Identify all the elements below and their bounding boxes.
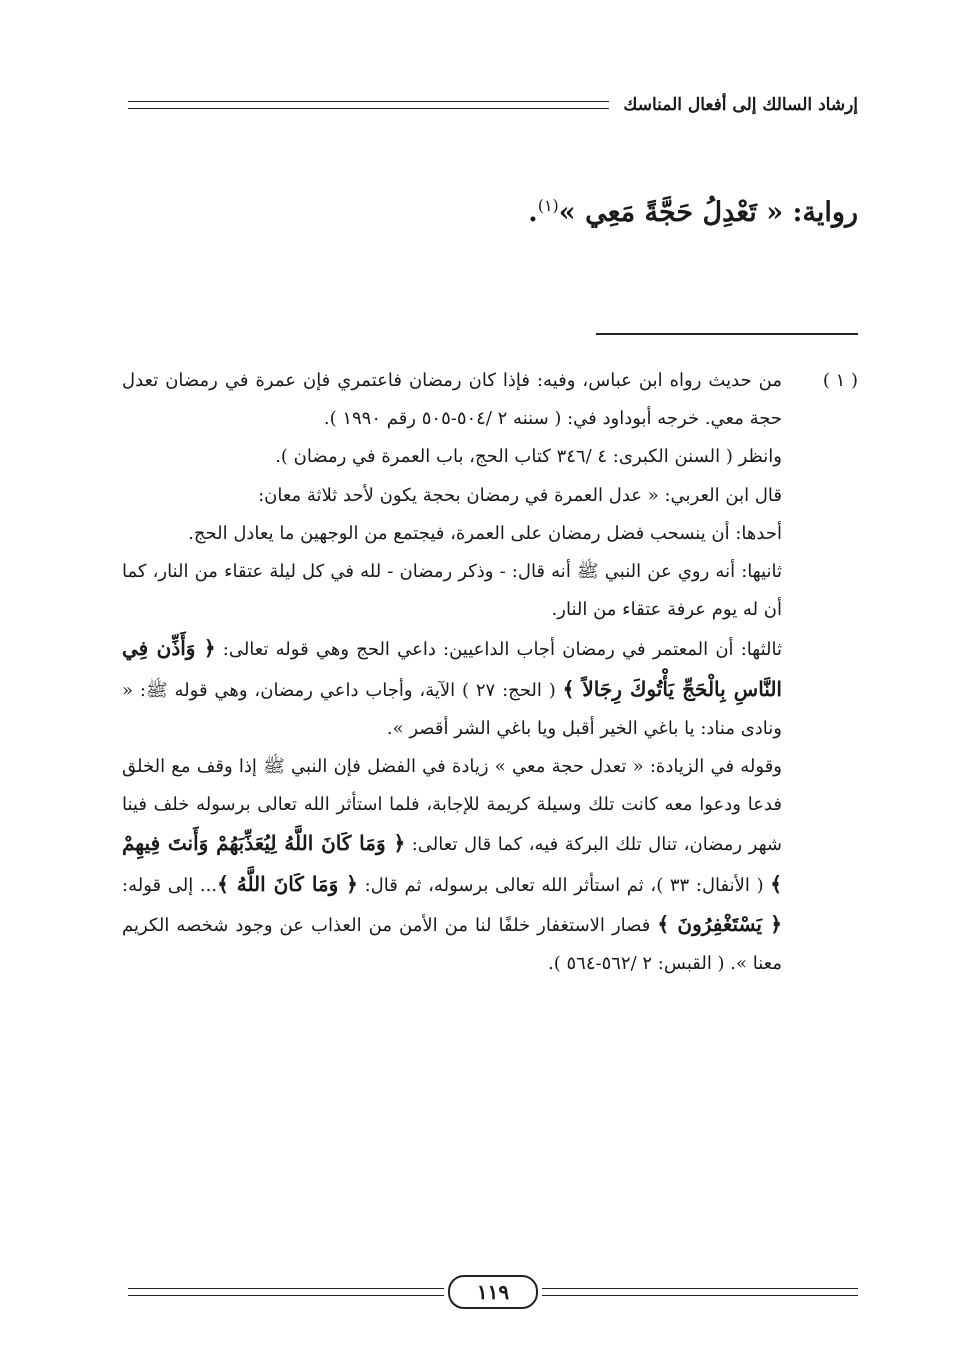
book-title: إرشاد السالك إلى أفعال المناسك — [623, 95, 858, 115]
footnote-text: ( الأنفال: ٣٣ )، ثم استأثر الله تعالى برسوله، ثم قال: — [364, 874, 764, 896]
footnote-paragraph — [122, 629, 782, 748]
footnote-paragraph: وانظر ( السنن الكبرى: ٤ /٣٤٦ كتاب الحج، باب العمرة في رمضان ). — [275, 446, 782, 468]
quran-quote: ﴿ وَمَا كَانَ اللَّهُ ﴾ — [217, 871, 358, 896]
quran-quote: ﴿ وَمَا كَانَ اللَّهُ لِيُعَذِّبَهُمْ وَأَنتَ فِيهِمْ ﴾ — [122, 831, 782, 896]
header-rule — [128, 101, 609, 109]
page-number-rule-right — [542, 1288, 858, 1296]
quran-quote: ﴿ وَأَذِّن فِي النَّاسِ بِالْحَجِّ يَأْتُوكَ رِجَالاً ﴾ — [122, 636, 782, 701]
page-number: ١١٩ — [448, 1275, 538, 1309]
footnote-paragraph: أحدها: أن ينسحب فضل رمضان على العمرة، فيجتمع من الوجهين ما يعادل الحج. — [188, 522, 782, 544]
main-text — [128, 182, 858, 237]
footnote-paragraph: من حديث رواه ابن عباس، وفيه: فإذا كان رمضان فاعتمري فإن عمرة في رمضان تعدل حجة معي. خرجه أبوداود في: ( سننه ٢ /٥٠٤-٥٠٥ رقم ١٩٩٠ ). — [122, 370, 782, 430]
footnote-paragraph — [122, 748, 782, 983]
running-header — [128, 92, 858, 118]
footnote-paragraph: قال ابن العربي: « عدل العمرة في رمضان بحجة يكون لأحد ثلاثة معان: — [258, 484, 782, 506]
footnote-reference[interactable]: (١) — [537, 196, 559, 215]
footnote-body — [122, 362, 782, 983]
footnote-text: وقوله في الزيادة: « تعدل حجة معي » زيادة في الفضل فإن النبي ﷺ إذا وقف مع الخلق فدعا ودعوا معه كانت تلك وسيلة كريمة للإجابة، فلما استأثر الله تعالى برسوله خلف فينا شهر رمضان، تنال تلك البركة فيه، كما قال تعالى: — [122, 756, 782, 856]
footnote-text: فصار الاستغفار خلفًا لنا من الأمن من العذاب عن وجود شخصه الكريم معنا ». ( القبس: ٢ /٥٦٢-٥٦٤ ). — [122, 914, 782, 975]
page-number-rule-left — [128, 1288, 444, 1296]
main-sentence: رواية: « تَعْدِلُ حَجَّةً مَعِي » — [558, 197, 858, 228]
quran-quote: ﴿ يَسْتَغْفِرُونَ ﴾ — [657, 911, 782, 936]
footnote-text: ... إلى قوله: — [122, 874, 218, 896]
main-end: . — [528, 197, 538, 228]
footnote-text: ( الحج: ٢٧ ) الآية، وأجاب داعي رمضان، وهي قوله ﷺ: « ونادى مناد: يا باغي الخير أقبل ويا باغي الشر أقصر ». — [122, 679, 782, 739]
footnote-paragraph: ثانيها: أنه روي عن النبي ﷺ أنه قال: - وذكر رمضان - لله في كل ليلة عتقاء من النار، كما أن له يوم عرفة عتقاء من النار. — [122, 561, 782, 621]
footnote-separator — [596, 333, 858, 335]
footnote-text: ثالثها: أن المعتمر في رمضان أجاب الداعيين: داعي الحج وهي قوله تعالى: — [222, 639, 782, 661]
footnote-number: ( ١ ) — [822, 370, 858, 391]
page-number-row — [128, 1275, 858, 1309]
